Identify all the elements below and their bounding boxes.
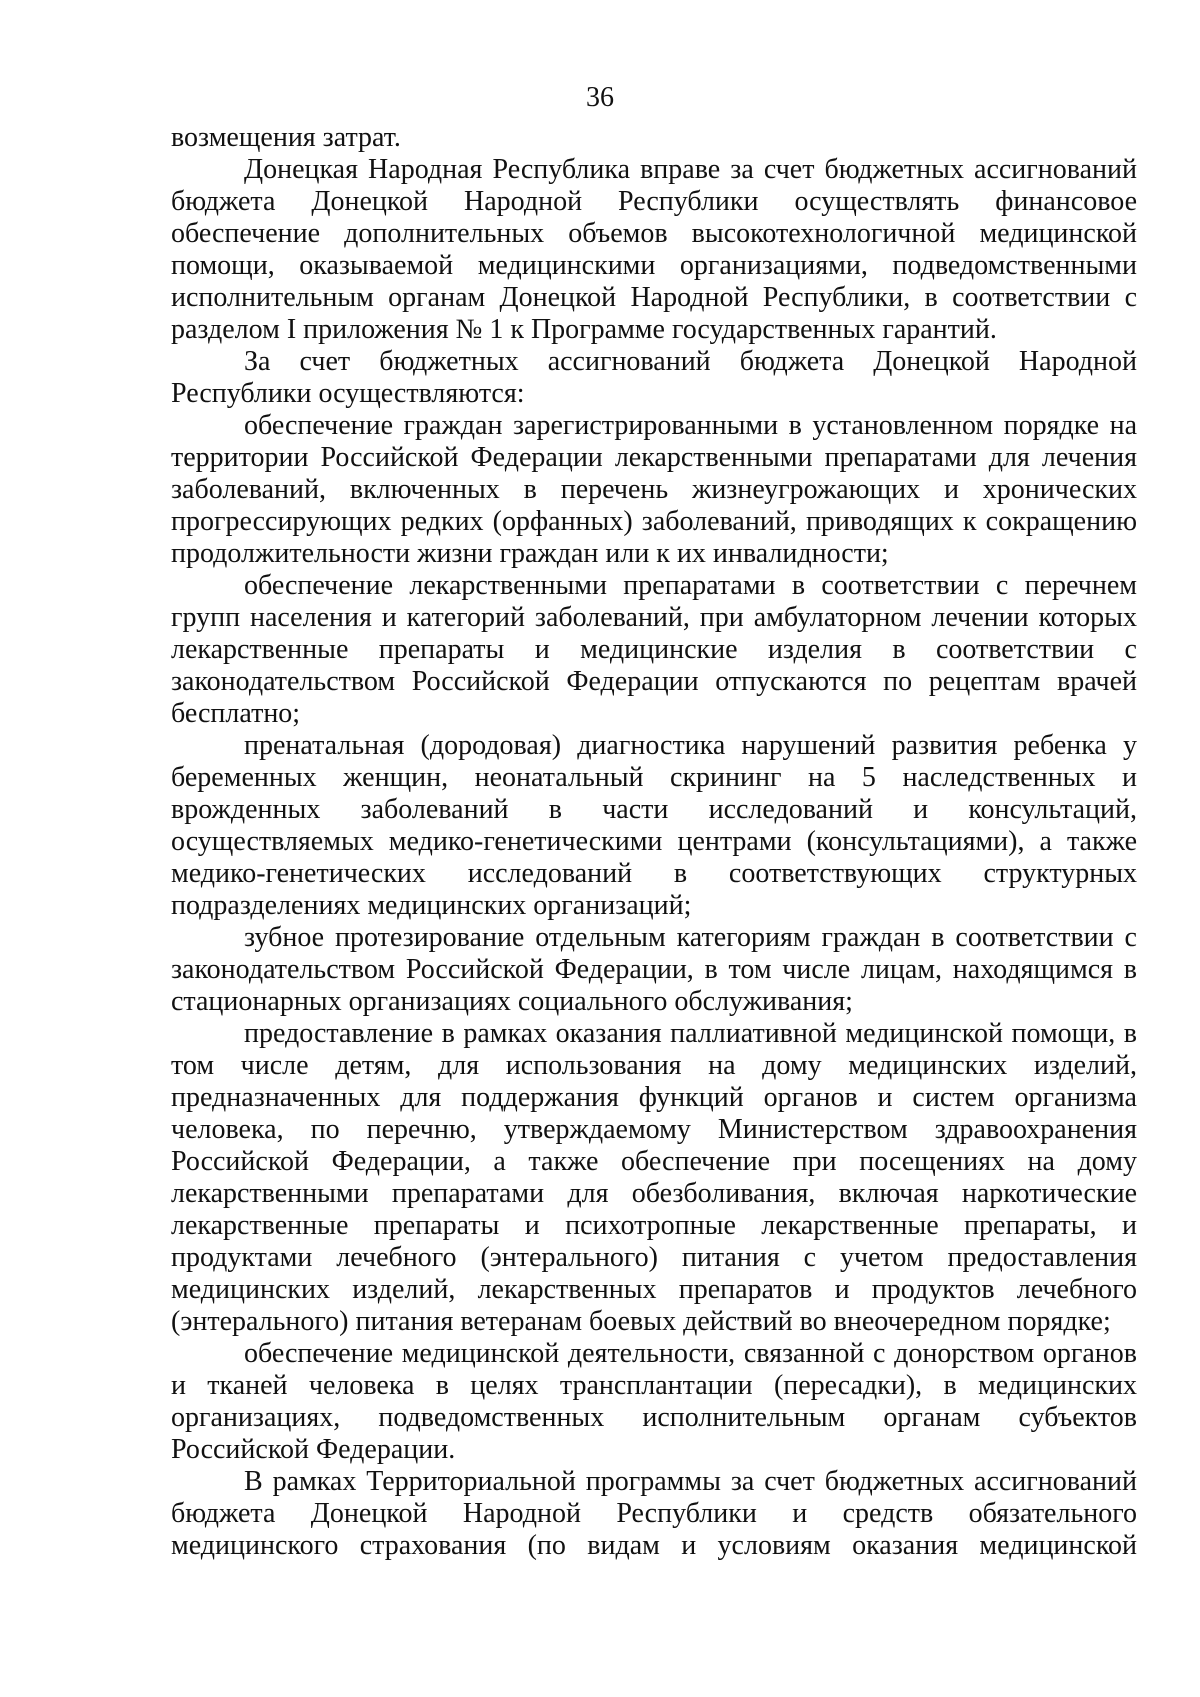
page-number: 36 bbox=[586, 82, 614, 113]
paragraph: обеспечение лекарственными препаратами в соответствии с перечнем групп населения и категорий заболеваний, при амбулаторном лечении которых лекарственные препараты и медицинские изделия в соответствии с законодательством Российской Федерации отпускаются по рецептам врачей бесплатно; bbox=[171, 570, 1137, 729]
paragraph: возмещения затрат. bbox=[171, 122, 401, 153]
paragraph: обеспечение медицинской деятельности, связанной с донорством органов и тканей человека в целях трансплантации (пересадки), в медицинских организациях, подведомственных исполнительным органам субъектов Российской Федерации. bbox=[171, 1338, 1137, 1465]
paragraph: пренатальная (дородовая) диагностика нарушений развития ребенка у беременных женщин, неонатальный скрининг на 5 наследственных и врожденных заболеваний в части исследований и консультаций, осуществляемых медико-генетическими центрами (консультациями), а также медико-генетических исследований в соответствующих структурных подразделениях медицинских организаций; bbox=[171, 730, 1137, 921]
paragraph: В рамках Территориальной программы за счет бюджетных ассигнований бюджета Донецкой Народной Республики и средств обязательного медицинского страхования (по видам и условиям оказания медицинской bbox=[171, 1466, 1137, 1561]
paragraph: обеспечение граждан зарегистрированными в установленном порядке на территории Российской Федерации лекарственными препаратами для лечения заболеваний, включенных в перечень жизнеугрожающих и хронических прогрессирующих редких (орфанных) заболеваний, приводящих к сокращению продолжительности жизни граждан или к их инвалидности; bbox=[171, 410, 1137, 569]
paragraph: За счет бюджетных ассигнований бюджета Донецкой Народной Республики осуществляются: bbox=[171, 346, 1137, 409]
paragraph: зубное протезирование отдельным категориям граждан в соответствии с законодательством Российской Федерации, в том числе лицам, находящимся в стационарных организациях социального обслуживания; bbox=[171, 922, 1137, 1017]
paragraph: Донецкая Народная Республика вправе за счет бюджетных ассигнований бюджета Донецкой Народной Республики осуществлять финансовое обеспечение дополнительных объемов высокотехнологичной медицинской помощи, оказываемой медицинскими организациями, подведомственными исполнительным органам Донецкой Народной Республики, в соответствии с разделом I приложения № 1 к Программе государственных гарантий. bbox=[171, 154, 1137, 345]
body-text bbox=[171, 122, 1137, 1562]
paragraph: предоставление в рамках оказания паллиативной медицинской помощи, в том числе детям, для использования на дому медицинских изделий, предназначенных для поддержания функций органов и систем организма человека, по перечню, утверждаемому Министерством здравоохранения Российской Федерации, а также обеспечение при посещениях на дому лекарственными препаратами для обезболивания, включая наркотические лекарственные препараты и психотропные лекарственные препараты, и продуктами лечебного (энтерального) питания с учетом предоставления медицинских изделий, лекарственных препаратов и продуктов лечебного (энтерального) питания ветеранам боевых действий во внеочередном порядке; bbox=[171, 1018, 1137, 1337]
